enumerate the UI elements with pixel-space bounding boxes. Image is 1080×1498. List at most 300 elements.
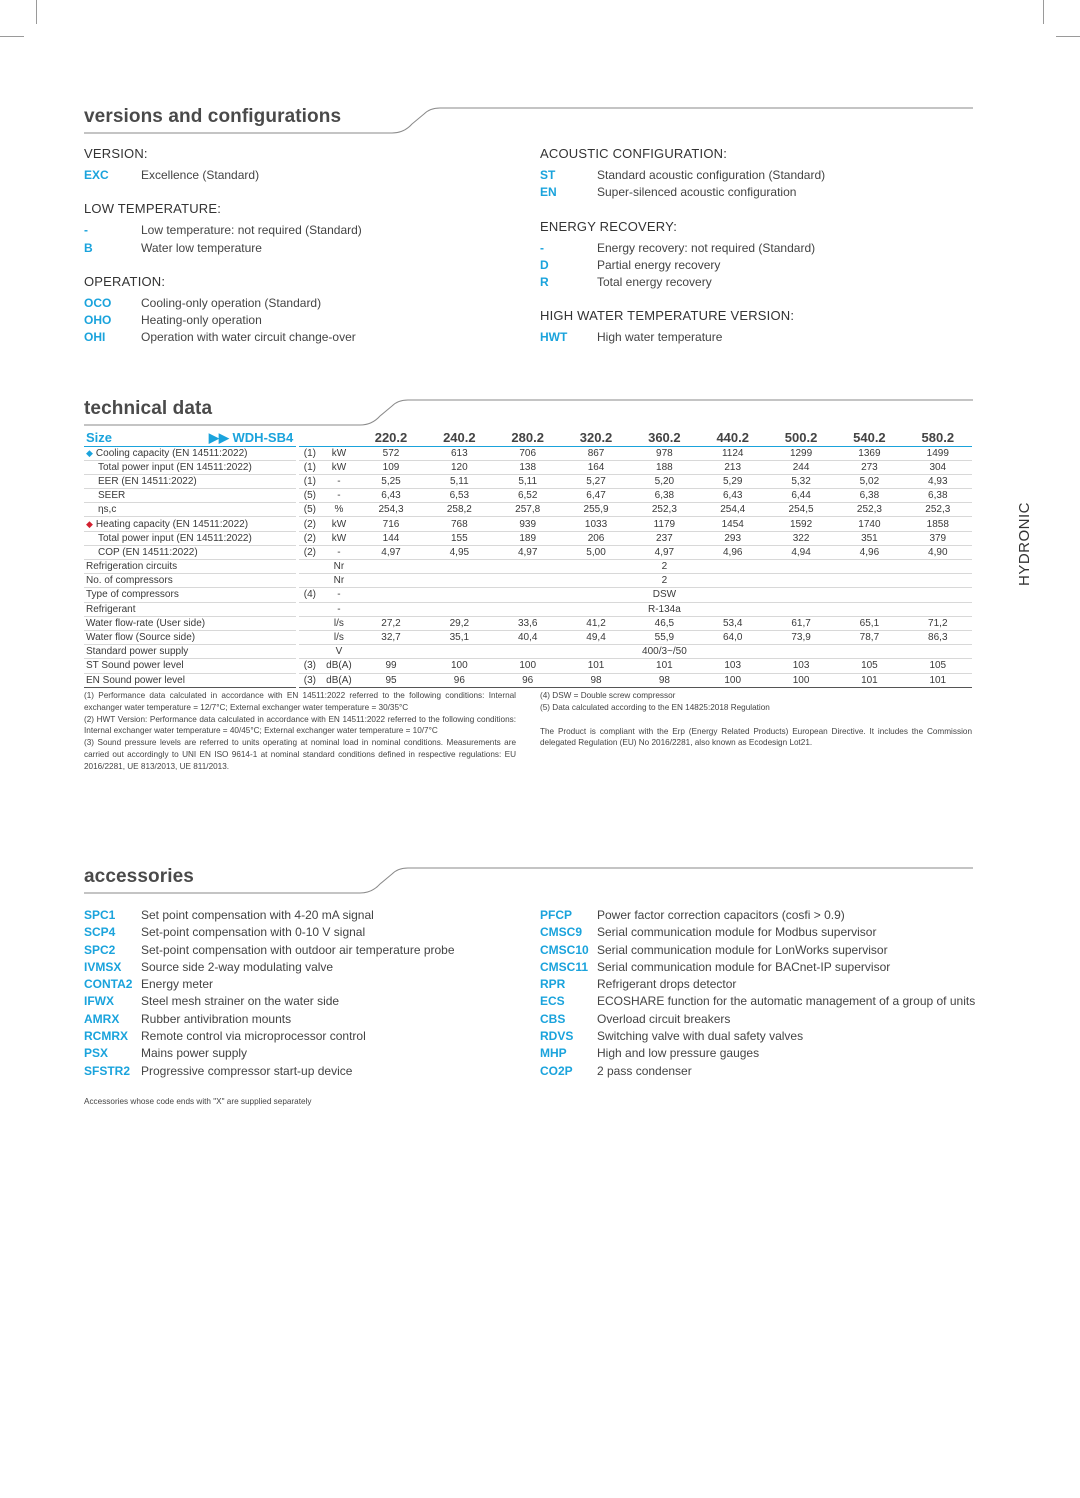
accessory-code: AMRX xyxy=(84,1011,120,1026)
row-unit: Nr xyxy=(321,574,357,588)
row-label xyxy=(84,673,297,687)
crop-mark xyxy=(1043,0,1044,24)
option-row xyxy=(540,257,980,274)
section-title: accessories xyxy=(84,866,194,887)
row-value: 64,0 xyxy=(699,630,767,644)
accessory-row xyxy=(540,942,980,959)
row-value: 101 xyxy=(904,673,972,687)
accessory-description: Refrigerant drops detector xyxy=(597,977,737,992)
table-row xyxy=(84,474,972,488)
row-value: 5,27 xyxy=(562,474,630,488)
option-code: OCO xyxy=(84,295,112,310)
row-value: 32,7 xyxy=(357,630,425,644)
row-value: 867 xyxy=(562,446,630,460)
option-row xyxy=(540,184,980,201)
row-label xyxy=(84,659,297,673)
row-value: 322 xyxy=(767,531,835,545)
option-row xyxy=(84,222,524,239)
row-value: 101 xyxy=(835,673,903,687)
row-value: 41,2 xyxy=(562,616,630,630)
table-row xyxy=(84,588,972,602)
erp-note: The Product is compliant with the Erp (Energy Related Products) European Directive. It includes the Commission delegated Regulation (EU) No 2016/2281, also known as Ecodesign Lot21. xyxy=(540,726,972,748)
accessory-row xyxy=(84,1028,524,1045)
accessory-code: RCMRX xyxy=(84,1029,128,1044)
group-gap xyxy=(540,291,980,308)
option-description: Energy recovery: not required (Standard) xyxy=(597,240,816,255)
accessory-row xyxy=(84,907,524,924)
row-value: 6,47 xyxy=(562,489,630,503)
accessory-row xyxy=(84,959,524,976)
accessory-description: Overload circuit breakers xyxy=(597,1011,731,1026)
row-value: 706 xyxy=(494,446,562,460)
notes-left xyxy=(84,690,516,773)
row-value: 1499 xyxy=(904,446,972,460)
row-value: 101 xyxy=(630,659,698,673)
row-value: 6,52 xyxy=(494,489,562,503)
note-4: (4) DSW = Double screw compressor xyxy=(540,691,676,700)
row-label-text: Total power input (EN 14511:2022) xyxy=(98,461,252,473)
accessory-row xyxy=(84,993,524,1010)
accessory-row xyxy=(84,924,524,941)
accessory-row xyxy=(540,976,980,993)
option-code: - xyxy=(84,223,88,238)
row-value: 252,3 xyxy=(835,503,903,517)
table-row xyxy=(84,602,972,616)
row-note-ref: (2) xyxy=(297,517,321,531)
row-note-ref: (3) xyxy=(297,673,321,687)
size-column-header: 240.2 xyxy=(425,430,493,446)
row-value: 400/3~/50 xyxy=(357,645,972,659)
size-column-header: 540.2 xyxy=(835,430,903,446)
row-value: 4,97 xyxy=(630,545,698,559)
crop-mark xyxy=(1056,36,1080,37)
option-description: Partial energy recovery xyxy=(597,257,721,272)
row-value: 5,25 xyxy=(357,474,425,488)
accessory-row xyxy=(84,1011,524,1028)
option-description: Excellence (Standard) xyxy=(141,168,260,182)
row-value: 1740 xyxy=(835,517,903,531)
option-row xyxy=(540,240,980,257)
accessory-row xyxy=(540,1011,980,1028)
table-row xyxy=(84,560,972,574)
accessory-description: Progressive compressor start-up device xyxy=(141,1063,353,1078)
row-value: 6,44 xyxy=(767,489,835,503)
row-label-text: Type of compressors xyxy=(86,589,179,601)
row-value: 5,29 xyxy=(699,474,767,488)
header-spacer xyxy=(297,430,321,446)
row-value: 86,3 xyxy=(904,630,972,644)
row-value: 99 xyxy=(357,659,425,673)
row-note-ref: (5) xyxy=(297,489,321,503)
row-label xyxy=(84,489,297,503)
accessory-description: Rubber antivibration mounts xyxy=(141,1011,292,1026)
section-title: technical data xyxy=(84,398,213,419)
accessory-row xyxy=(84,942,524,959)
accessory-code: ECS xyxy=(540,994,565,1009)
option-row xyxy=(540,167,980,184)
row-label-text: ηs,c xyxy=(98,504,117,516)
row-unit: - xyxy=(321,474,357,488)
row-value: 257,8 xyxy=(494,503,562,517)
accessory-description: Source side 2-way modulating valve xyxy=(141,959,334,974)
table-row xyxy=(84,531,972,545)
option-code: B xyxy=(84,240,93,255)
row-note-ref: (2) xyxy=(297,545,321,559)
row-note-ref: (1) xyxy=(297,446,321,460)
table-row xyxy=(84,673,972,687)
row-value: 4,96 xyxy=(835,545,903,559)
size-column-header: 280.2 xyxy=(494,430,562,446)
row-value: 6,38 xyxy=(630,489,698,503)
table-row xyxy=(84,645,972,659)
row-unit: V xyxy=(321,645,357,659)
accessory-description: ECOSHARE function for the automatic management of a group of units xyxy=(597,994,976,1009)
option-row xyxy=(84,240,524,257)
row-value: 138 xyxy=(494,460,562,474)
section-header-accessories xyxy=(84,866,974,902)
table-header-row xyxy=(84,430,972,446)
note-1: (1) Performance data calculated in accordance with EN 14511:2022 referred to the following conditions: Internal exchanger water temperature = 12/7°C; External exchanger water temperature = 30/35°C xyxy=(84,691,516,712)
row-value: 189 xyxy=(494,531,562,545)
row-value: 100 xyxy=(425,659,493,673)
row-value: 4,93 xyxy=(904,474,972,488)
row-value: 5,00 xyxy=(562,545,630,559)
row-value: 1299 xyxy=(767,446,835,460)
row-value: 100 xyxy=(767,673,835,687)
accessory-description: Energy meter xyxy=(141,977,214,992)
row-label xyxy=(84,446,297,460)
row-value: 252,3 xyxy=(630,503,698,517)
row-value: 2 xyxy=(357,574,972,588)
option-group-title: ACOUSTIC CONFIGURATION: xyxy=(540,146,728,161)
accessory-code: IFWX xyxy=(84,994,114,1009)
note-2: (2) HWT Version: Performance data calculated in accordance with EN 14511:2022 referred to the following conditions: Internal exchanger water temperature = 40/45°C; External exchanger water temperature = 10/7°C xyxy=(84,714,516,736)
option-group-title: OPERATION: xyxy=(84,273,166,289)
row-note-ref: (5) xyxy=(297,503,321,517)
row-value: 213 xyxy=(699,460,767,474)
accessory-description: Switching valve with dual safety valves xyxy=(597,1029,804,1044)
accessory-description: Power factor correction capacitors (cosfi > 0.9) xyxy=(597,908,845,922)
option-group-title: ENERGY RECOVERY: xyxy=(540,218,678,234)
accessory-description: Steel mesh strainer on the water side xyxy=(141,994,340,1009)
row-unit: Nr xyxy=(321,560,357,574)
size-column-header: 320.2 xyxy=(562,430,630,446)
size-label-text: Size xyxy=(86,430,113,446)
row-value: 105 xyxy=(904,659,972,673)
row-value: 103 xyxy=(767,659,835,673)
row-label xyxy=(84,602,297,616)
row-note-ref: (2) xyxy=(297,531,321,545)
row-value: 5,20 xyxy=(630,474,698,488)
accessory-row xyxy=(540,1045,980,1062)
row-label xyxy=(84,545,297,559)
option-description: Standard acoustic configuration (Standard) xyxy=(597,168,826,182)
cooling-bullet-icon: ◆ xyxy=(86,447,93,458)
versions-right-column xyxy=(540,146,980,347)
row-value: 304 xyxy=(904,460,972,474)
model-label: ▶▶ WDH-SB4 xyxy=(208,430,294,445)
row-value: DSW xyxy=(357,588,972,602)
row-value: 252,3 xyxy=(904,503,972,517)
row-value: 6,38 xyxy=(904,489,972,503)
row-label xyxy=(84,630,297,644)
row-note-ref xyxy=(297,630,321,644)
row-label-text: SEER xyxy=(98,490,126,502)
accessory-row xyxy=(84,1045,524,1062)
table-row xyxy=(84,489,972,503)
accessory-code: SPC2 xyxy=(84,942,116,957)
row-value: 254,3 xyxy=(357,503,425,517)
row-unit: % xyxy=(321,503,357,517)
size-column-header: 220.2 xyxy=(357,430,425,446)
accessory-code: PSX xyxy=(84,1046,109,1061)
row-unit: kW xyxy=(321,446,357,460)
row-value: 98 xyxy=(562,673,630,687)
option-row xyxy=(84,329,524,346)
row-value: 1592 xyxy=(767,517,835,531)
row-label-text: Cooling capacity (EN 14511:2022) xyxy=(95,447,248,459)
note-3: (3) Sound pressure levels are referred to units operating at nominal load in nominal conditions. Measurements are carried out accordingly to UNI EN ISO 9614-1 at nominal standard conditions defined in respective regulations: EU 2016/2281, UE 813/2013, UE 811/2013. xyxy=(84,738,516,771)
accessory-code: CBS xyxy=(540,1011,566,1026)
row-value: 572 xyxy=(357,446,425,460)
option-code: OHO xyxy=(84,313,112,328)
row-value: 53,4 xyxy=(699,616,767,630)
option-row xyxy=(84,167,524,184)
row-note-ref xyxy=(297,560,321,574)
row-value: 61,7 xyxy=(767,616,835,630)
row-value: 379 xyxy=(904,531,972,545)
option-code: EN xyxy=(540,185,557,200)
row-label-text: COP (EN 14511:2022) xyxy=(98,546,198,558)
option-description: Operation with water circuit change-over xyxy=(141,330,356,345)
accessory-code: CO2P xyxy=(540,1063,573,1078)
row-label xyxy=(84,460,297,474)
row-value: 100 xyxy=(699,673,767,687)
row-value: 188 xyxy=(630,460,698,474)
row-value: 6,43 xyxy=(699,489,767,503)
option-code: D xyxy=(540,257,549,272)
row-note-ref xyxy=(297,602,321,616)
section-title: versions and configurations xyxy=(84,106,342,127)
row-value: 4,97 xyxy=(494,545,562,559)
row-value: R-134a xyxy=(357,602,972,616)
row-value: 46,5 xyxy=(630,616,698,630)
table-row xyxy=(84,630,972,644)
row-value: 716 xyxy=(357,517,425,531)
row-value: 2 xyxy=(357,560,972,574)
row-value: 255,9 xyxy=(562,503,630,517)
accessory-code: CMSC11 xyxy=(540,959,589,974)
row-value: 206 xyxy=(562,531,630,545)
option-description: Low temperature: not required (Standard) xyxy=(141,223,362,238)
row-unit: l/s xyxy=(321,616,357,630)
row-label-text: No. of compressors xyxy=(86,575,173,587)
row-unit: kW xyxy=(321,517,357,531)
table-row xyxy=(84,517,972,531)
accessory-description: Serial communication module for LonWorks supervisor xyxy=(597,942,888,957)
accessory-row xyxy=(540,993,980,1010)
row-value: 1179 xyxy=(630,517,698,531)
accessory-description: High and low pressure gauges xyxy=(597,1046,760,1061)
accessory-code: IVMSX xyxy=(84,959,122,974)
option-description: High water temperature xyxy=(597,330,723,345)
row-value: 293 xyxy=(699,531,767,545)
row-value: 155 xyxy=(425,531,493,545)
group-gap xyxy=(84,184,524,201)
accessory-description: Serial communication module for Modbus supervisor xyxy=(597,925,877,940)
accessory-code: CONTA2 xyxy=(84,977,133,992)
group-gap xyxy=(84,257,524,274)
row-value: 1033 xyxy=(562,517,630,531)
accessory-description: Set point compensation with 4-20 mA signal xyxy=(141,908,374,922)
option-row xyxy=(540,329,980,346)
row-unit: - xyxy=(321,545,357,559)
option-row xyxy=(84,295,524,312)
row-unit: l/s xyxy=(321,630,357,644)
section-header-versions xyxy=(84,106,974,142)
size-label xyxy=(84,430,297,446)
option-description: Cooling-only operation (Standard) xyxy=(141,295,322,310)
row-label-text: Water flow (Source side) xyxy=(86,632,196,644)
accessories-left-column xyxy=(84,907,524,1080)
row-unit: dB(A) xyxy=(321,673,357,687)
size-column-header: 500.2 xyxy=(767,430,835,446)
row-value: 144 xyxy=(357,531,425,545)
row-label xyxy=(84,517,297,531)
row-value: 1369 xyxy=(835,446,903,460)
size-column-header: 580.2 xyxy=(904,430,972,446)
section-header-technical xyxy=(84,398,974,434)
row-value: 164 xyxy=(562,460,630,474)
option-code: ST xyxy=(540,168,556,182)
row-label-text: Refrigeration circuits xyxy=(86,561,178,573)
row-unit: dB(A) xyxy=(321,659,357,673)
row-note-ref xyxy=(297,616,321,630)
row-label xyxy=(84,474,297,488)
row-value: 95 xyxy=(357,673,425,687)
row-label-text: Heating capacity (EN 14511:2022) xyxy=(95,518,249,530)
row-value: 40,4 xyxy=(494,630,562,644)
row-value: 35,1 xyxy=(425,630,493,644)
row-value: 273 xyxy=(835,460,903,474)
row-value: 5,11 xyxy=(494,474,562,488)
table-row xyxy=(84,659,972,673)
row-value: 1124 xyxy=(699,446,767,460)
row-unit: - xyxy=(321,588,357,602)
option-code: - xyxy=(540,240,544,255)
accessory-code: SPC1 xyxy=(84,908,116,922)
row-label xyxy=(84,531,297,545)
row-label xyxy=(84,616,297,630)
row-value: 5,32 xyxy=(767,474,835,488)
row-value: 244 xyxy=(767,460,835,474)
row-note-ref xyxy=(297,645,321,659)
accessory-row xyxy=(540,1063,980,1080)
option-row xyxy=(84,312,524,329)
accessory-description: 2 pass condenser xyxy=(597,1063,692,1078)
row-value: 4,96 xyxy=(699,545,767,559)
row-label xyxy=(84,503,297,517)
table-row xyxy=(84,503,972,517)
table-row xyxy=(84,545,972,559)
row-value: 6,43 xyxy=(357,489,425,503)
row-value: 29,2 xyxy=(425,616,493,630)
accessories-footnote: Accessories whose code ends with "X" are supplied separately xyxy=(84,1097,312,1106)
option-code: R xyxy=(540,275,549,290)
row-value: 254,4 xyxy=(699,503,767,517)
accessory-code: PFCP xyxy=(540,908,573,922)
option-description: Total energy recovery xyxy=(597,275,712,290)
row-unit: - xyxy=(321,489,357,503)
row-value: 6,38 xyxy=(835,489,903,503)
row-value: 27,2 xyxy=(357,616,425,630)
table-row xyxy=(84,574,972,588)
option-code: HWT xyxy=(540,330,568,345)
header-spacer xyxy=(321,430,357,446)
heating-bullet-icon: ◆ xyxy=(86,518,93,529)
accessory-description: Set-point compensation with 0-10 V signal xyxy=(141,925,366,940)
row-value: 98 xyxy=(630,673,698,687)
accessory-code: SCP4 xyxy=(84,925,116,940)
row-value: 96 xyxy=(425,673,493,687)
row-unit: - xyxy=(321,602,357,616)
note-5: (5) Data calculated according to the EN 14825:2018 Regulation xyxy=(540,702,770,712)
row-value: 1858 xyxy=(904,517,972,531)
row-note-ref xyxy=(297,574,321,588)
crop-mark xyxy=(0,36,24,37)
option-group-title: LOW TEMPERATURE: xyxy=(84,201,222,217)
row-value: 103 xyxy=(699,659,767,673)
row-label-text: EER (EN 14511:2022) xyxy=(98,475,197,487)
row-value: 49,4 xyxy=(562,630,630,644)
row-value: 73,9 xyxy=(767,630,835,644)
row-value: 6,53 xyxy=(425,489,493,503)
row-label xyxy=(84,560,297,574)
row-value: 768 xyxy=(425,517,493,531)
row-value: 109 xyxy=(357,460,425,474)
row-label-text: ST Sound power level xyxy=(86,660,184,672)
row-label-text: Total power input (EN 14511:2022) xyxy=(98,532,252,544)
option-description: Super-silenced acoustic configuration xyxy=(597,185,797,200)
row-value: 71,2 xyxy=(904,616,972,630)
accessory-row xyxy=(540,959,980,976)
row-value: 351 xyxy=(835,531,903,545)
row-value: 55,9 xyxy=(630,630,698,644)
row-value: 939 xyxy=(494,517,562,531)
row-value: 1454 xyxy=(699,517,767,531)
row-value: 5,11 xyxy=(425,474,493,488)
row-value: 78,7 xyxy=(835,630,903,644)
accessory-code: CMSC9 xyxy=(540,925,583,940)
row-value: 978 xyxy=(630,446,698,460)
accessory-description: Mains power supply xyxy=(141,1046,248,1061)
row-value: 4,94 xyxy=(767,545,835,559)
option-group-title: VERSION: xyxy=(84,146,148,161)
group-gap xyxy=(540,202,980,219)
row-value: 101 xyxy=(562,659,630,673)
row-value: 105 xyxy=(835,659,903,673)
accessory-row xyxy=(540,1028,980,1045)
row-label xyxy=(84,588,297,602)
accessory-code: RDVS xyxy=(540,1029,574,1044)
table-row xyxy=(84,446,972,460)
row-value: 120 xyxy=(425,460,493,474)
accessory-code: RPR xyxy=(540,977,566,992)
row-value: 4,90 xyxy=(904,545,972,559)
accessories-right-column xyxy=(540,907,980,1080)
table-row xyxy=(84,460,972,474)
option-description: Heating-only operation xyxy=(141,313,262,328)
